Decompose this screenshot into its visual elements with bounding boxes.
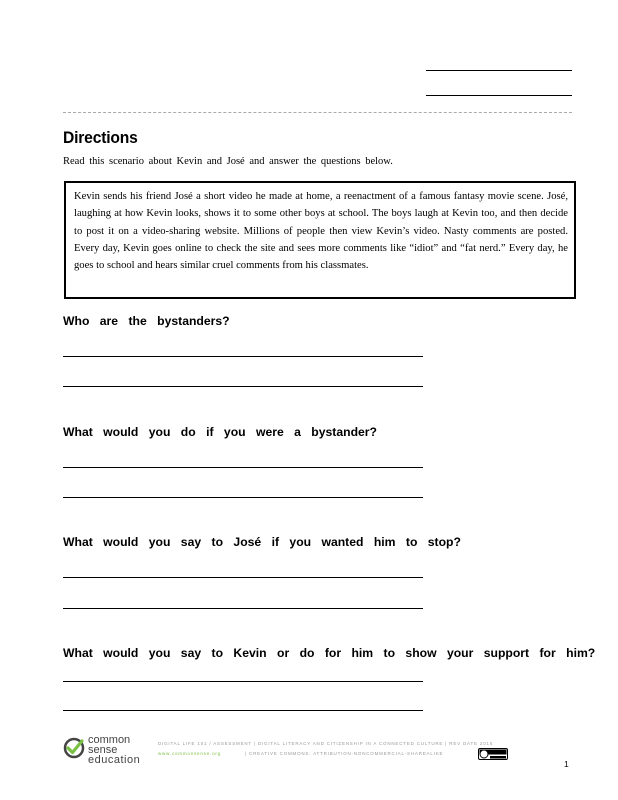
logo-line-1: common [88, 734, 131, 746]
question-1: Who are the bystanders? [63, 314, 230, 328]
logo-line-2: sense [88, 744, 118, 756]
answer-line[interactable] [63, 467, 423, 468]
answer-line[interactable] [63, 608, 423, 609]
section-divider [63, 112, 572, 113]
checkmark-circle-icon [63, 737, 85, 759]
answer-line[interactable] [63, 577, 423, 578]
creative-commons-icon [478, 748, 508, 760]
answer-line[interactable] [63, 356, 423, 357]
logo-line-3: education [88, 754, 141, 766]
question-4: What would you say to Kevin or do for him to show your support for him? [63, 646, 596, 660]
answer-line[interactable] [63, 386, 423, 387]
directions-title: Directions [63, 128, 138, 147]
footer-license: | CREATIVE COMMONS: ATTRIBUTION-NONCOMMERCIAL-SHAREALIKE [245, 751, 444, 756]
question-2: What would you do if you were a bystander? [63, 425, 377, 439]
directions-intro: Read this scenario about Kevin and José and answer the questions below. [63, 156, 393, 167]
common-sense-logo [63, 735, 153, 769]
scenario-text: Kevin sends his friend José a short video he made at home, a reenactment of a famous fantasy movie scene. José, laughing at how Kevin looks, shows it to some other boys at school. The boys laugh at Kevin too, and then decide to post it on a video-sharing website. Millions of people then view Kevin’s video. Nasty comments are posted. Every day, Kevin goes online to check the site and sees more comments like “idiot” and “fat nerd.” Every day, he goes to school and hears similar cruel comments from his classmates. [74, 191, 568, 272]
page-number: 1 [564, 759, 569, 769]
answer-line[interactable] [63, 497, 423, 498]
name-line [426, 70, 572, 71]
question-3: What would you say to José if you wanted him to stop? [63, 535, 461, 549]
footer-website-link[interactable]: www.commonsense.org [158, 751, 221, 756]
answer-line[interactable] [63, 710, 423, 711]
footer-info: DIGITAL LIFE 101 / ASSESSMENT | DIGITAL LITERACY AND CITIZENSHIP IN A CONNECTED CULTURE | REV DATE 2015 [158, 741, 494, 746]
scenario-box [64, 181, 576, 299]
answer-line[interactable] [63, 681, 423, 682]
date-line [426, 95, 572, 96]
